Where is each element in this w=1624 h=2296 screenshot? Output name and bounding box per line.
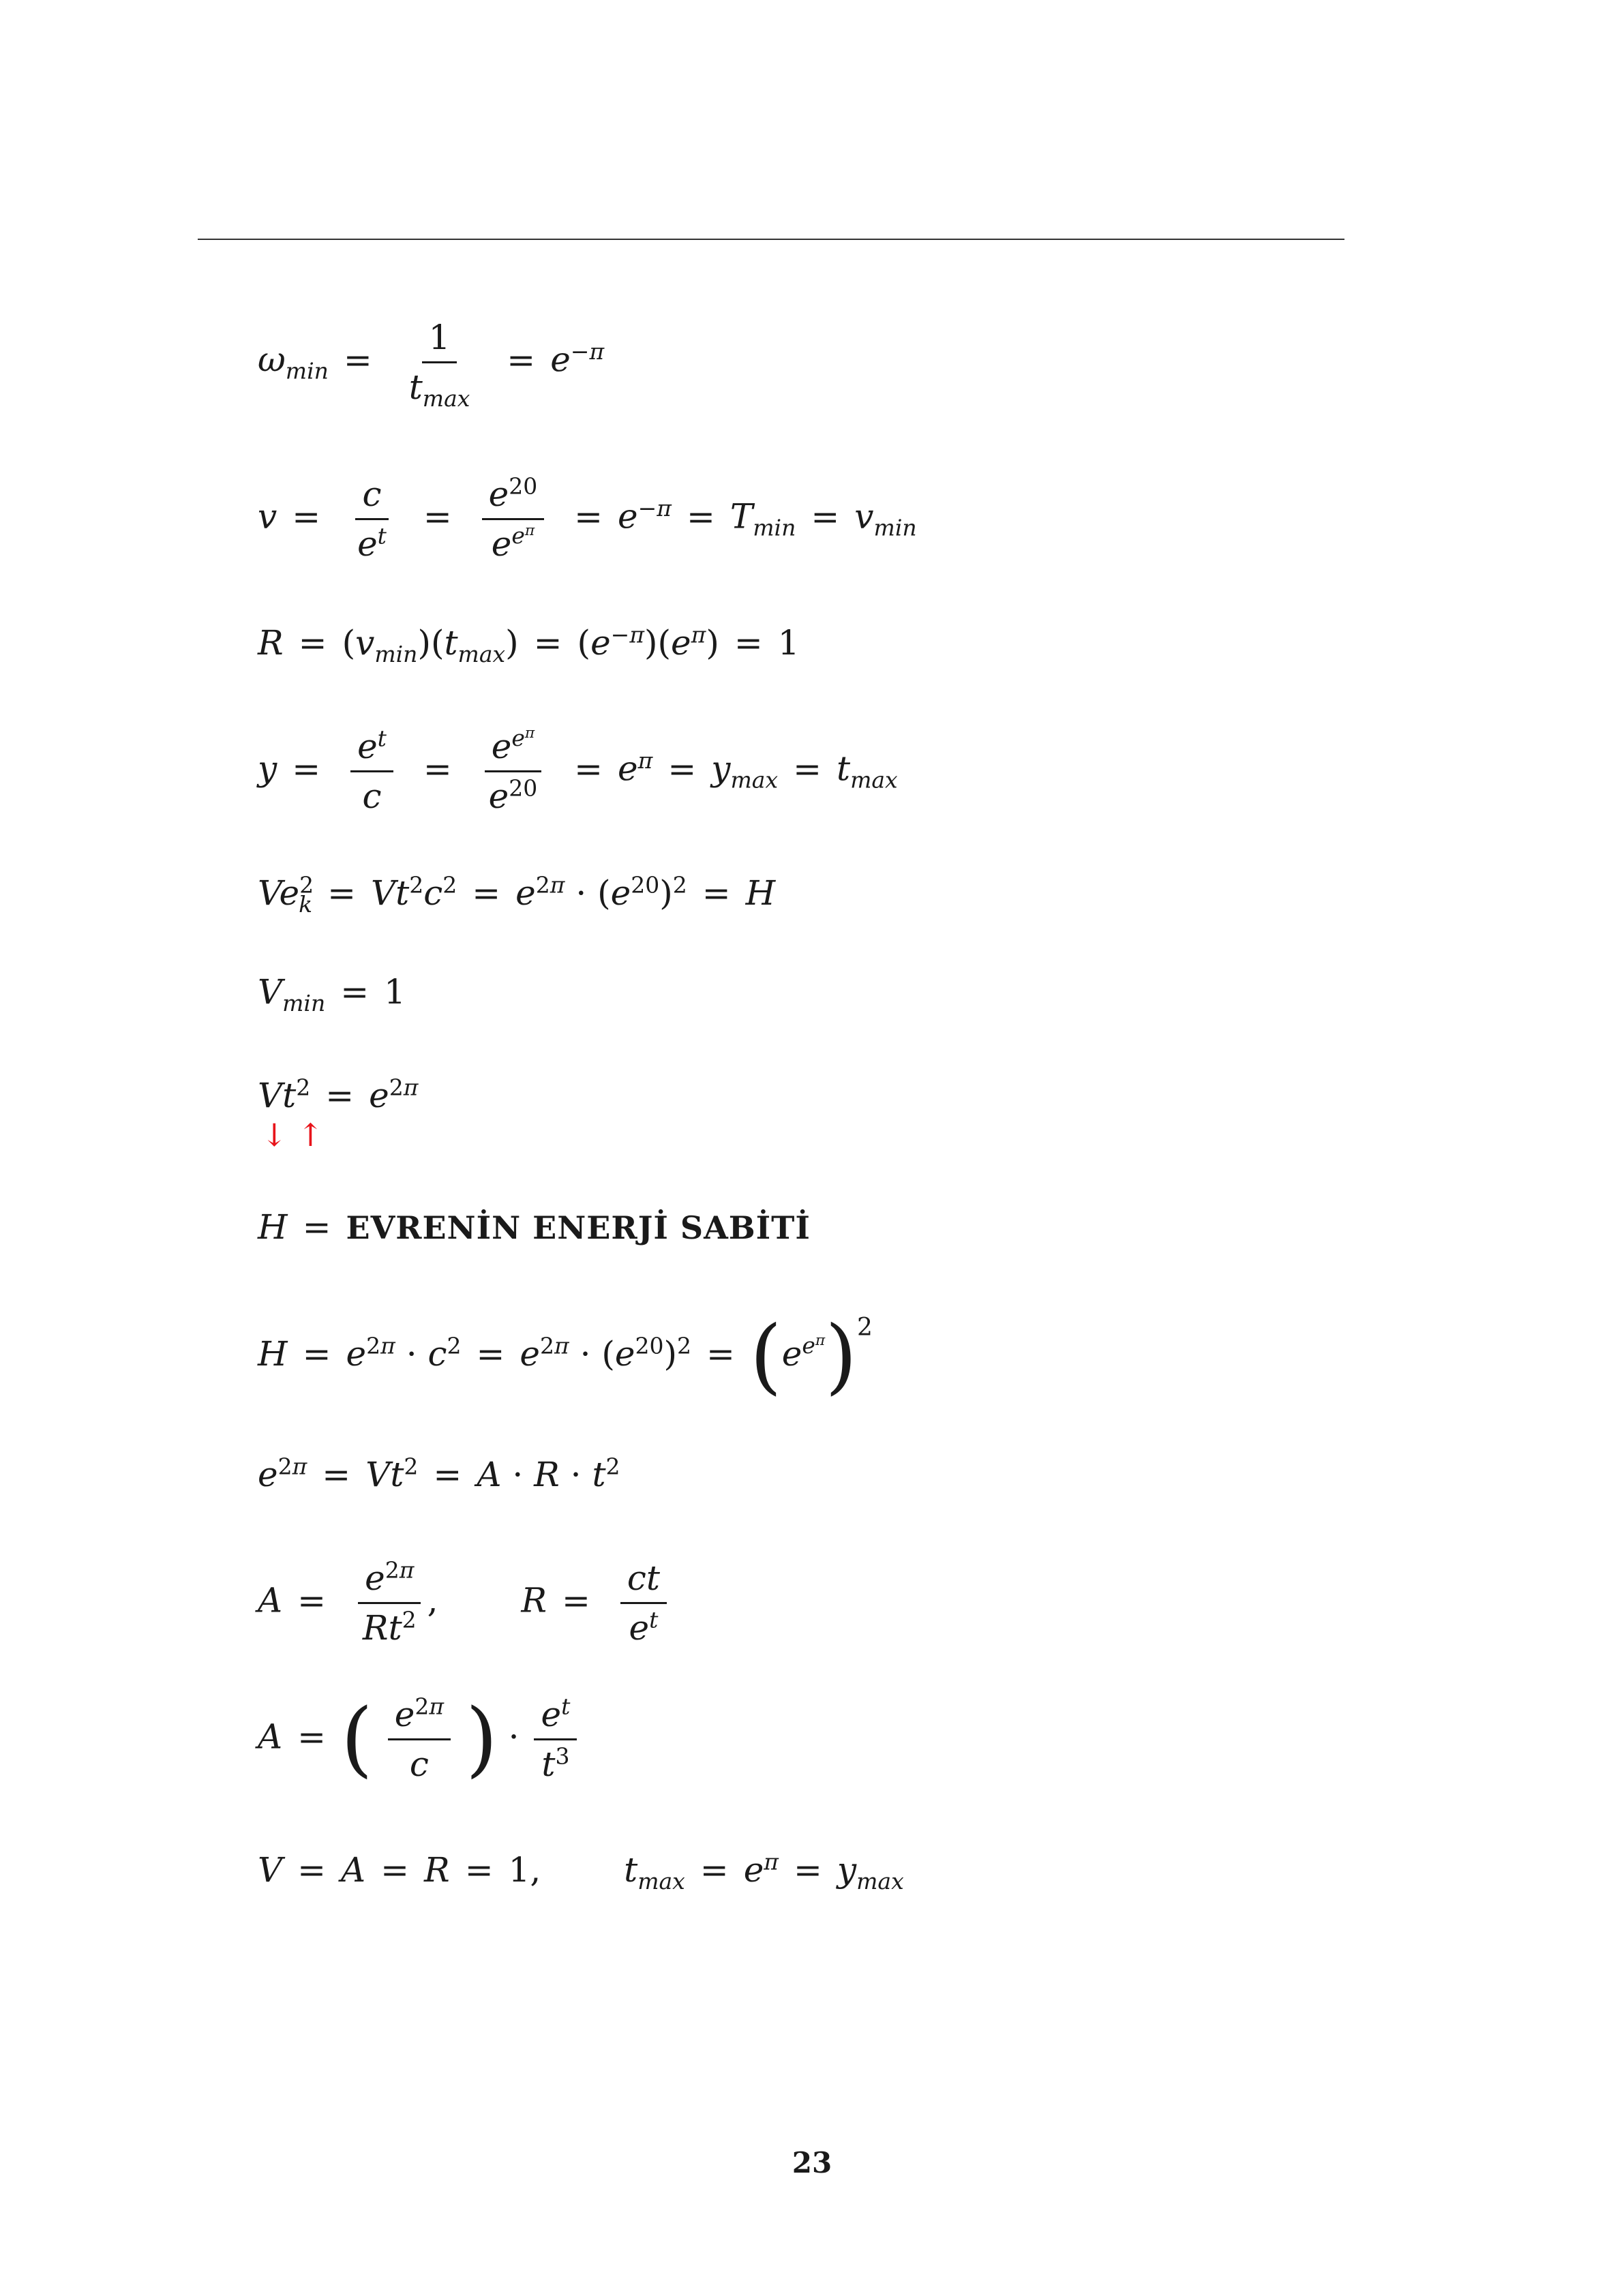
- heading-energy-constant: EVRENİN ENERJİ SABİTİ: [346, 1209, 811, 1246]
- equation-h-definition: H = EVRENİN ENERJİ SABİTİ: [258, 1207, 811, 1247]
- equation-summary: V = A = R = 1, $t_{max} = e^\pi = y_{max}$: [258, 1848, 904, 1894]
- equation-v-min: $V_{min} = 1$: [258, 972, 406, 1016]
- equation-velocity: v = $\frac{c}{e^t}$ = $\frac{e^{20}}{e^{e^\pi}}$ = $e^{-\pi} = T_{min} = v_{min}$: [258, 472, 917, 564]
- equation-a-expanded: A = ( $\frac{e^{2\pi}}{c}$ ) · $\frac{e^t}{t^3}$: [258, 1697, 581, 1781]
- equation-omega-min: $\omega_{min}$ = $\frac{1}{t_{max}}$ = $e^{-\pi}$: [258, 318, 605, 412]
- equation-h-expansion: $H = e^{2\pi} \cdot c^2 = e^{2\pi} \cdot (e^{20})^2 = (e^{e^\pi})^2$: [258, 1309, 873, 1404]
- equation-vt2: $Vt^2 = e^{2\pi}$: [258, 1074, 419, 1115]
- equation-a-and-r: A = $\frac{e^{2\pi}}{Rt^2}$ , R = $\frac{ct}{e^t}$: [258, 1561, 671, 1645]
- red-arrow-annotation: ↓ ↑: [261, 1117, 324, 1153]
- equation-h-energy: $Ve^2_k = Vt^2c^2 = e^{2\pi} \cdot (e^{20})^2 = H$: [258, 871, 776, 918]
- equation-y: y = $\frac{e^t}{c}$ = $\frac{e^{e^\pi}}{e^{20}}$ = $e^\pi = y_{max} = t_{max}$: [258, 725, 898, 816]
- equation-r-product: $R = (v_{min})(t_{max}) = (e^{-\pi})(e^\pi) = 1$: [258, 621, 800, 667]
- header-rule: [198, 239, 1344, 240]
- page-number: 23: [792, 2146, 832, 2179]
- equation-e2pi: $e^{2\pi} = Vt^2 = A \cdot R \cdot t^2$: [258, 1453, 620, 1494]
